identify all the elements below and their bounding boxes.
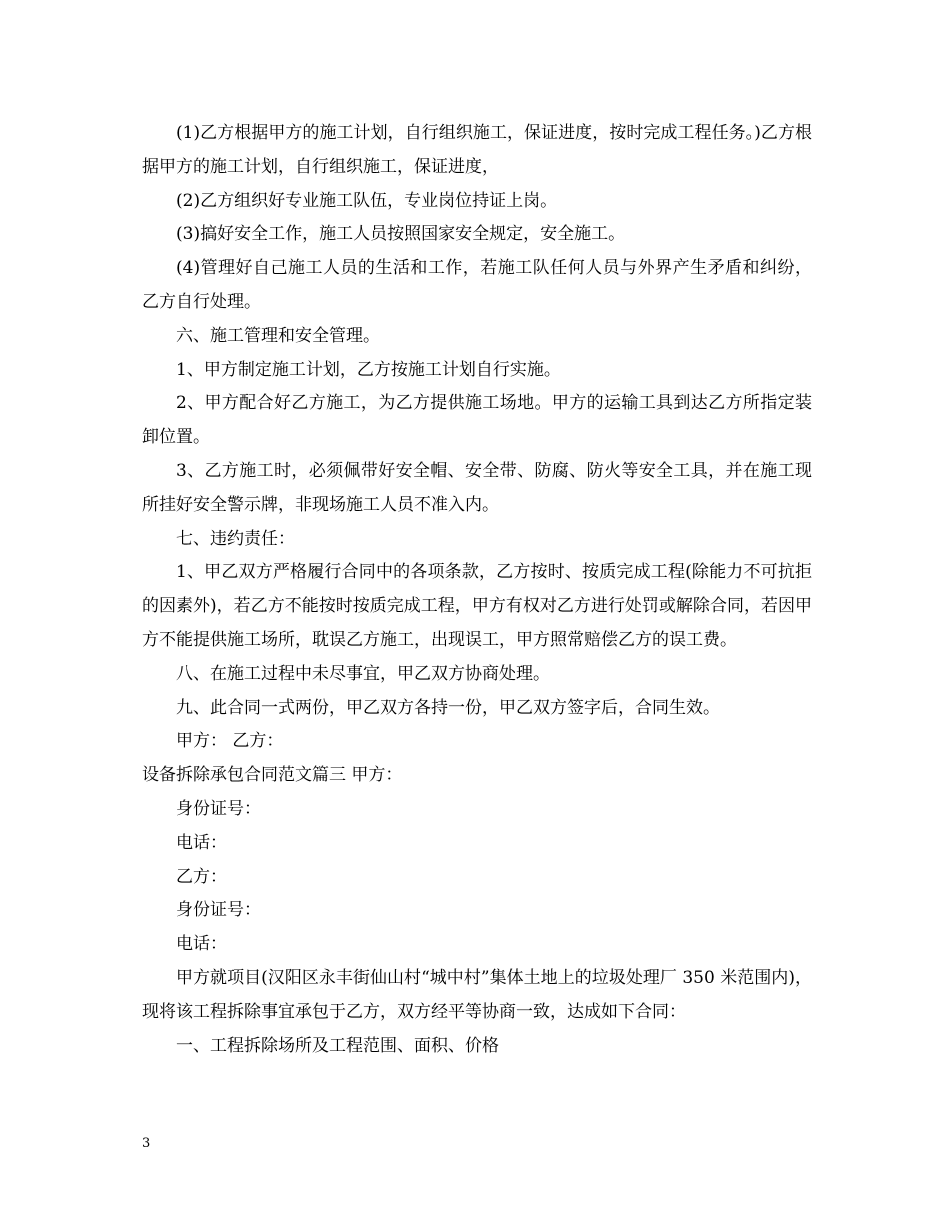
paragraph: 3、乙方施工时，必须佩带好安全帽、安全带、防腐、防火等安全工具，并在施工现所挂好安全警示牌，非现场施工人员不准入内。 [142, 460, 812, 515]
form-field-label: 身份证号： [176, 900, 261, 921]
section-heading: 一、工程拆除场所及工程范围、面积、价格 [176, 1035, 499, 1056]
document-body [142, 117, 812, 1063]
paragraph: 1、甲乙双方严格履行合同中的各项条款，乙方按时、按质完成工程(除能力不可抗拒的因素外)，若乙方不能按时按质完成工程，甲方有权对乙方进行处罚或解除合同，若因甲方不能提供施工场所，耽误乙方施工，出现误工，甲方照常赔偿乙方的误工费。 [142, 562, 812, 650]
section-heading: 七、违约责任： [176, 528, 295, 549]
form-field-label: 身份证号： [176, 798, 261, 819]
paragraph: 1、甲方制定施工计划，乙方按施工计划自行实施。 [176, 359, 561, 380]
signature-line: 甲方： 乙方： [176, 731, 284, 752]
form-field-label: 电话： [176, 934, 227, 955]
document-title-line: 设备拆除承包合同范文篇三 甲方： [142, 765, 403, 786]
paragraph: (4)管理好自己施工人员的生活和工作，若施工队任何人员与外界产生矛盾和纠纷，乙方自行处理。 [142, 258, 812, 312]
form-field-label: 电话： [176, 832, 227, 853]
page-number: 3 [142, 1136, 151, 1151]
paragraph: 2、甲方配合好乙方施工，为乙方提供施工场地。甲方的运输工具到达乙方所指定装卸位置。 [142, 393, 812, 448]
paragraph: (1)乙方根据甲方的施工计划，自行组织施工，保证进度，按时完成工程任务。)乙方根据甲方的施工计划，自行组织施工，保证进度， [142, 123, 812, 177]
section-heading: 八、在施工过程中未尽事宜，甲乙双方协商处理。 [176, 663, 550, 684]
paragraph: 甲方就项目(汉阳区永丰街仙山村“城中村”集体土地上的垃圾处理厂 350 米范围内)，现将该工程拆除事宜承包于乙方，双方经平等协商一致，达成如下合同： [142, 967, 812, 1022]
section-heading: 六、施工管理和安全管理。 [176, 325, 380, 346]
section-heading: 九、此合同一式两份，甲乙双方各持一份，甲乙双方签字后，合同生效。 [176, 697, 720, 718]
form-field-label: 乙方： [176, 866, 227, 887]
paragraph: (2)乙方组织好专业施工队伍，专业岗位持证上岗。 [176, 190, 558, 211]
paragraph: (3)搞好安全工作，施工人员按照国家安全规定，安全施工。 [176, 224, 626, 245]
